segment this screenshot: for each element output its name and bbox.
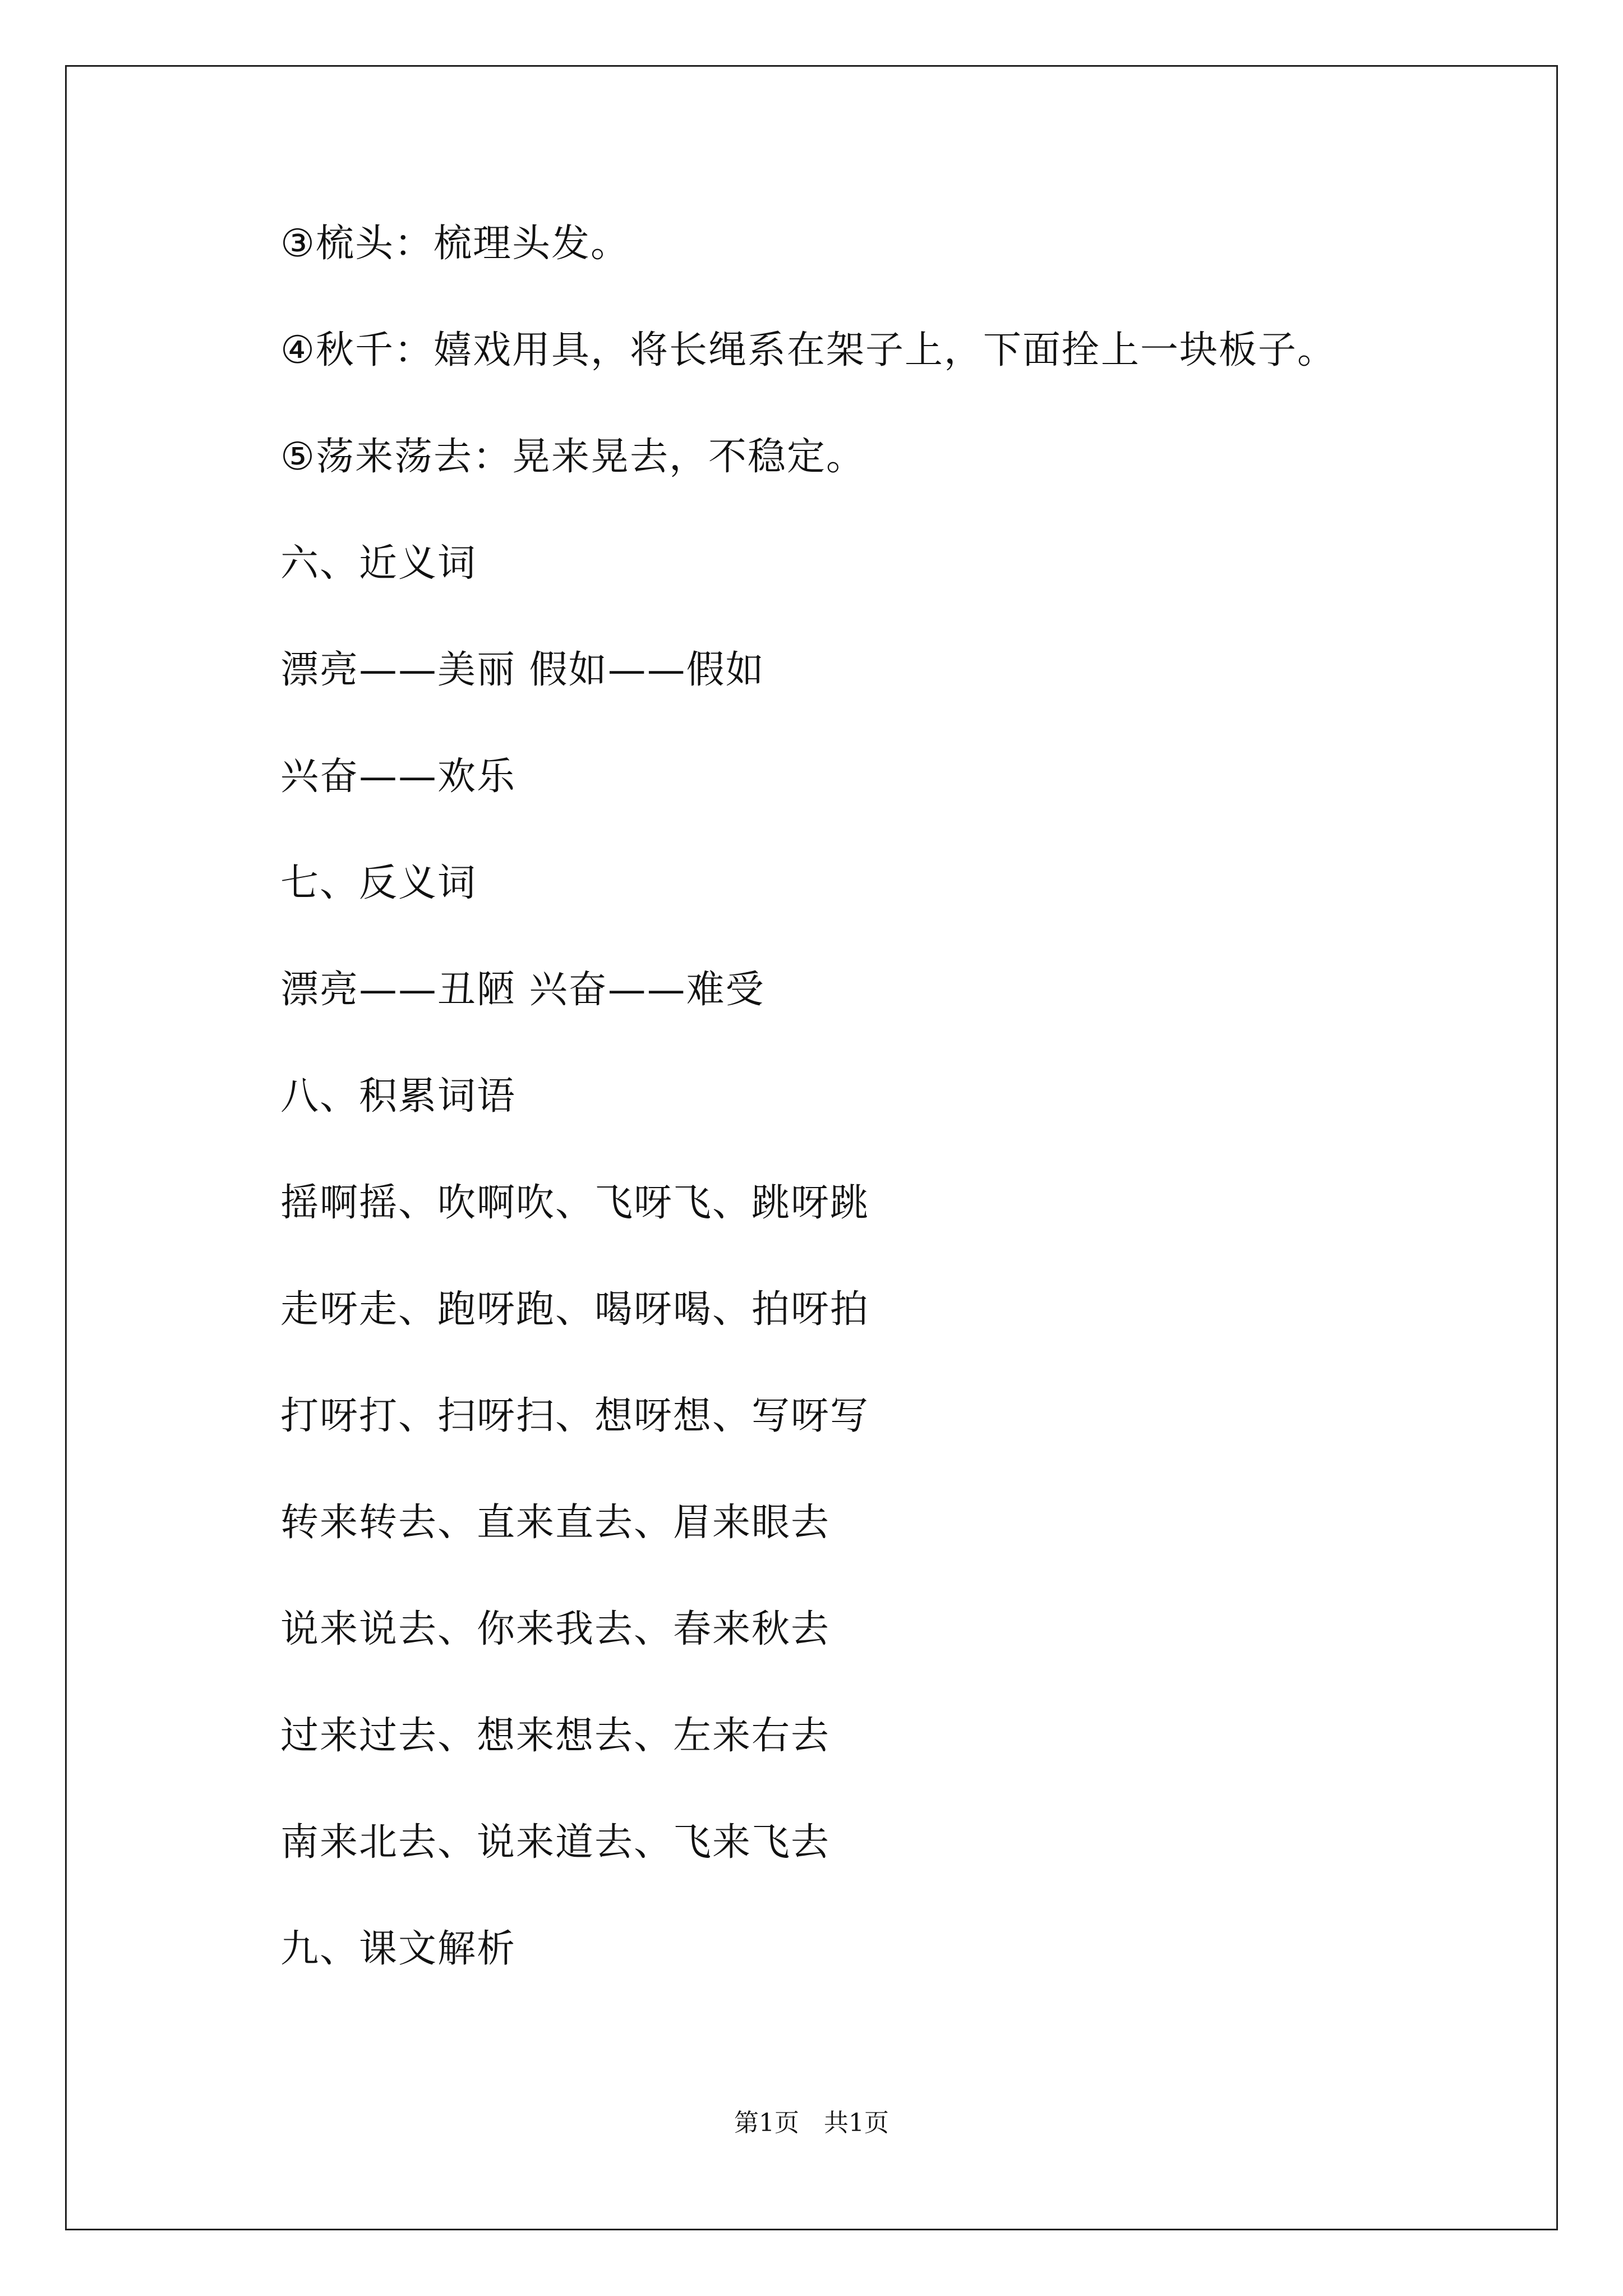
vocabulary-line-6: 过来过去、想来想去、左来右去 (280, 1714, 831, 1758)
definition-line-4: ④秋千：嬉戏用具，将长绳系在架子上，下面拴上一块板子。 (280, 328, 1336, 372)
section-heading-synonyms: 六、近义词 (280, 541, 477, 586)
vocabulary-line-5: 说来说去、你来我去、春来秋去 (280, 1607, 831, 1651)
antonym-line-1: 漂亮——丑陋 兴奋——难受 (280, 968, 765, 1012)
vocabulary-line-2: 走呀走、跑呀跑、喝呀喝、拍呀拍 (280, 1287, 870, 1332)
vocabulary-line-3: 打呀打、扫呀扫、想呀想、写呀写 (280, 1394, 870, 1438)
synonym-line-1: 漂亮——美丽 假如——假如 (280, 648, 765, 692)
section-heading-vocabulary: 八、积累词语 (280, 1074, 517, 1119)
definition-line-3: ③梳头：梳理头发。 (280, 222, 630, 266)
vocabulary-line-7: 南来北去、说来道去、飞来飞去 (280, 1820, 831, 1865)
section-heading-antonyms: 七、反义词 (280, 861, 477, 905)
page-border (65, 65, 1558, 2230)
definition-line-5: ⑤荡来荡去：晃来晃去，不稳定。 (280, 435, 865, 479)
vocabulary-line-4: 转来转去、直来直去、眉来眼去 (280, 1501, 831, 1545)
vocabulary-line-1: 摇啊摇、吹啊吹、飞呀飞、跳呀跳 (280, 1181, 870, 1225)
synonym-line-2: 兴奋——欢乐 (280, 754, 517, 799)
section-heading-text-analysis: 九、课文解析 (280, 1927, 517, 1971)
page-footer: 第1页 共1页 (734, 2109, 889, 2137)
